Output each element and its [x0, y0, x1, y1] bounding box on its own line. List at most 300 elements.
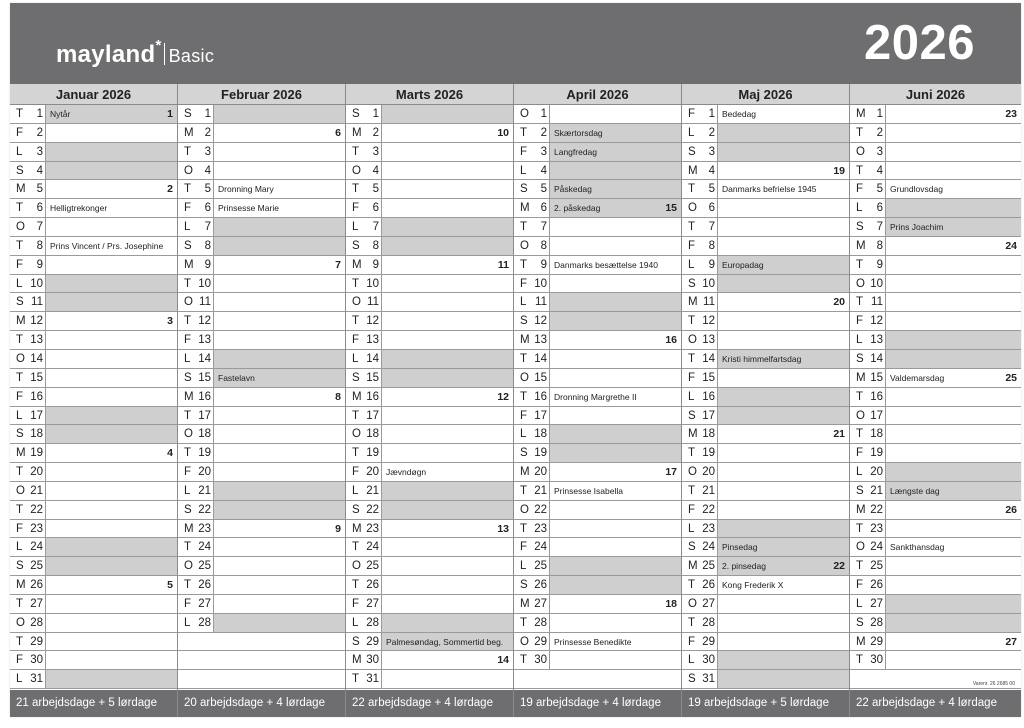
- day-cell[interactable]: [718, 520, 849, 538]
- weekday-letter: T: [688, 484, 696, 497]
- day-cell[interactable]: [886, 595, 1021, 613]
- day-cell[interactable]: [718, 162, 849, 180]
- weekday-letter: T: [16, 202, 24, 215]
- day-cell[interactable]: [718, 293, 849, 311]
- day-cell[interactable]: [718, 218, 849, 236]
- day-number: 21: [30, 484, 43, 497]
- day-cell[interactable]: [550, 463, 681, 481]
- weekday-letter: T: [184, 541, 192, 554]
- day-cell[interactable]: [214, 105, 345, 123]
- day-cell[interactable]: [550, 614, 681, 632]
- day-cell[interactable]: [214, 256, 345, 274]
- row-divider: [549, 595, 550, 613]
- day-cell[interactable]: [214, 501, 345, 519]
- day-cell[interactable]: [214, 425, 345, 443]
- day-cell[interactable]: [550, 275, 681, 293]
- day-cell[interactable]: [46, 538, 177, 556]
- day-cell[interactable]: [214, 538, 345, 556]
- weekday-letter: O: [856, 145, 865, 158]
- day-row: [514, 350, 681, 369]
- day-cell[interactable]: [886, 407, 1021, 425]
- day-cell[interactable]: [886, 293, 1021, 311]
- week-number: 13: [497, 522, 509, 535]
- day-row: [514, 501, 681, 520]
- day-cell[interactable]: [886, 501, 1021, 519]
- day-cell[interactable]: [214, 237, 345, 255]
- day-number: 9: [876, 258, 883, 271]
- day-cell[interactable]: [46, 633, 177, 651]
- day-cell[interactable]: [886, 444, 1021, 462]
- day-cell[interactable]: [46, 501, 177, 519]
- day-number: 24: [30, 541, 43, 554]
- day-row: [178, 124, 345, 143]
- day-cell[interactable]: [46, 162, 177, 180]
- row-divider: [381, 463, 382, 481]
- day-cell[interactable]: [550, 162, 681, 180]
- day-cell[interactable]: [382, 180, 513, 198]
- day-cell[interactable]: [46, 482, 177, 500]
- day-cell[interactable]: [46, 124, 177, 142]
- day-cell[interactable]: [382, 538, 513, 556]
- day-cell[interactable]: [550, 425, 681, 443]
- weekday-letter: T: [688, 315, 696, 328]
- day-cell[interactable]: [550, 538, 681, 556]
- day-row: [682, 199, 849, 218]
- day-cell[interactable]: [214, 162, 345, 180]
- holiday-note: Pinsedag: [722, 542, 758, 553]
- day-cell[interactable]: [214, 482, 345, 500]
- day-cell[interactable]: [46, 520, 177, 538]
- day-cell[interactable]: [886, 651, 1021, 669]
- day-number: 13: [870, 334, 883, 347]
- weekday-letter: L: [184, 616, 191, 629]
- day-cell[interactable]: [382, 256, 513, 274]
- day-row: [10, 425, 177, 444]
- day-cell[interactable]: [46, 463, 177, 481]
- day-cell[interactable]: [382, 369, 513, 387]
- day-row: [10, 369, 177, 388]
- weekday-letter: T: [16, 635, 24, 648]
- day-row: [850, 520, 1021, 539]
- day-cell[interactable]: [214, 388, 345, 406]
- day-row: [178, 651, 345, 670]
- day-row: [178, 576, 345, 595]
- day-number: 6: [708, 202, 715, 215]
- row-divider: [717, 463, 718, 481]
- day-cell[interactable]: [46, 614, 177, 632]
- day-cell[interactable]: [214, 463, 345, 481]
- day-cell[interactable]: [550, 218, 681, 236]
- day-row: [850, 369, 1021, 388]
- day-row: [178, 143, 345, 162]
- row-divider: [885, 520, 886, 538]
- weekday-letter: O: [352, 296, 361, 309]
- weekday-letter: S: [856, 616, 864, 629]
- row-divider: [549, 482, 550, 500]
- day-row: [10, 670, 177, 689]
- day-cell[interactable]: [886, 105, 1021, 123]
- holiday-note: Påskedag: [554, 184, 592, 195]
- day-cell[interactable]: [718, 670, 849, 688]
- row-divider: [549, 275, 550, 293]
- day-cell[interactable]: [382, 407, 513, 425]
- weekday-letter: O: [184, 428, 193, 441]
- weekday-letter: M: [352, 390, 362, 403]
- day-cell[interactable]: [886, 237, 1021, 255]
- day-row: [850, 482, 1021, 501]
- brand-name: mayland: [56, 41, 156, 68]
- row-divider: [885, 237, 886, 255]
- day-number: 16: [534, 390, 547, 403]
- day-cell[interactable]: [46, 651, 177, 669]
- day-cell[interactable]: [382, 482, 513, 500]
- calendar-sheet: [10, 3, 1021, 717]
- day-number: 2: [204, 126, 211, 139]
- day-row: [682, 180, 849, 199]
- weekday-letter: S: [16, 428, 24, 441]
- weekday-letter: F: [184, 597, 192, 610]
- day-cell[interactable]: [886, 312, 1021, 330]
- weekday-letter: T: [520, 126, 528, 139]
- day-cell[interactable]: [382, 293, 513, 311]
- weekday-letter: L: [520, 560, 527, 573]
- day-cell[interactable]: [46, 670, 177, 688]
- day-cell[interactable]: [382, 162, 513, 180]
- day-cell[interactable]: [718, 651, 849, 669]
- day-cell[interactable]: [382, 520, 513, 538]
- day-cell[interactable]: [46, 557, 177, 575]
- day-cell[interactable]: [718, 501, 849, 519]
- day-cell[interactable]: [550, 651, 681, 669]
- day-cell[interactable]: [382, 275, 513, 293]
- day-cell[interactable]: [550, 444, 681, 462]
- day-cell[interactable]: [718, 388, 849, 406]
- day-cell[interactable]: [46, 293, 177, 311]
- day-cell[interactable]: [214, 312, 345, 330]
- day-row: [178, 331, 345, 350]
- day-cell[interactable]: [382, 388, 513, 406]
- day-number: 27: [702, 597, 715, 610]
- day-row: [346, 369, 513, 388]
- weekday-letter: T: [856, 560, 864, 573]
- day-row: [514, 180, 681, 199]
- row-divider: [885, 576, 886, 594]
- day-number: 26: [870, 579, 883, 592]
- day-row: [682, 670, 849, 689]
- day-cell[interactable]: [718, 312, 849, 330]
- day-cell[interactable]: [550, 501, 681, 519]
- day-cell[interactable]: [214, 331, 345, 349]
- day-row: [178, 162, 345, 181]
- day-cell[interactable]: [718, 237, 849, 255]
- weekday-letter: L: [352, 616, 359, 629]
- row-divider: [549, 180, 550, 198]
- day-cell[interactable]: [886, 124, 1021, 142]
- holiday-note: Helligtrekonger: [50, 203, 108, 214]
- day-cell[interactable]: [382, 425, 513, 443]
- day-cell[interactable]: [382, 218, 513, 236]
- weekday-letter: L: [520, 296, 527, 309]
- day-number: 31: [30, 673, 43, 686]
- day-cell[interactable]: [886, 143, 1021, 161]
- day-number: 25: [198, 560, 211, 573]
- day-cell[interactable]: [382, 444, 513, 462]
- day-cell[interactable]: [214, 275, 345, 293]
- day-number: 7: [372, 221, 379, 234]
- day-cell[interactable]: [886, 614, 1021, 632]
- day-cell[interactable]: [886, 256, 1021, 274]
- day-cell[interactable]: [214, 124, 345, 142]
- day-row: [850, 312, 1021, 331]
- day-row: [682, 482, 849, 501]
- day-row: [346, 520, 513, 539]
- day-cell[interactable]: [718, 425, 849, 443]
- day-cell[interactable]: [46, 350, 177, 368]
- day-cell[interactable]: [382, 614, 513, 632]
- day-number: 22: [702, 503, 715, 516]
- weekday-letter: S: [688, 541, 696, 554]
- day-cell[interactable]: [214, 407, 345, 425]
- weekday-letter: M: [16, 447, 26, 460]
- day-row: [178, 463, 345, 482]
- day-cell[interactable]: [550, 350, 681, 368]
- weekday-letter: F: [352, 597, 360, 610]
- day-cell[interactable]: [718, 275, 849, 293]
- day-cell[interactable]: [46, 312, 177, 330]
- week-number: 5: [167, 579, 173, 592]
- day-cell[interactable]: [382, 331, 513, 349]
- day-row: [346, 180, 513, 199]
- day-number: 7: [708, 221, 715, 234]
- day-cell[interactable]: [46, 425, 177, 443]
- row-divider: [45, 293, 46, 311]
- row-divider: [213, 199, 214, 217]
- brand-star: *: [155, 37, 162, 54]
- day-number: 14: [198, 352, 211, 365]
- weekday-letter: L: [352, 352, 359, 365]
- day-number: 16: [870, 390, 883, 403]
- day-cell[interactable]: [550, 369, 681, 387]
- weekday-letter: M: [520, 466, 530, 479]
- day-cell[interactable]: [550, 331, 681, 349]
- day-cell[interactable]: [718, 124, 849, 142]
- day-cell[interactable]: [46, 218, 177, 236]
- day-cell[interactable]: [382, 501, 513, 519]
- day-row: [10, 199, 177, 218]
- day-cell[interactable]: [382, 143, 513, 161]
- day-cell[interactable]: [718, 331, 849, 349]
- month-footer: 20 arbejdsdage + 4 lørdage: [178, 690, 345, 717]
- day-cell[interactable]: [214, 444, 345, 462]
- day-cell[interactable]: [214, 614, 345, 632]
- day-cell[interactable]: [718, 482, 849, 500]
- day-cell[interactable]: [46, 331, 177, 349]
- day-number: 10: [534, 277, 547, 290]
- day-cell[interactable]: [886, 576, 1021, 594]
- weekday-letter: S: [520, 447, 528, 460]
- day-number: 22: [198, 503, 211, 516]
- day-row: [178, 633, 345, 652]
- weekday-letter: O: [184, 560, 193, 573]
- day-cell[interactable]: [214, 520, 345, 538]
- day-cell[interactable]: [382, 350, 513, 368]
- day-number: 1: [204, 108, 211, 120]
- weekday-letter: T: [520, 654, 528, 667]
- day-number: 3: [540, 145, 547, 158]
- day-cell[interactable]: [718, 199, 849, 217]
- day-row: [850, 162, 1021, 181]
- day-cell[interactable]: [550, 312, 681, 330]
- row-divider: [45, 633, 46, 651]
- day-cell[interactable]: [886, 633, 1021, 651]
- row-divider: [381, 388, 382, 406]
- day-cell[interactable]: [214, 218, 345, 236]
- weekday-letter: T: [352, 447, 360, 460]
- weekday-letter: M: [520, 202, 530, 215]
- day-cell[interactable]: [886, 275, 1021, 293]
- day-number: 22: [30, 503, 43, 516]
- day-cell[interactable]: [382, 557, 513, 575]
- day-number: 20: [198, 466, 211, 479]
- row-divider: [45, 350, 46, 368]
- day-cell[interactable]: [550, 557, 681, 575]
- row-divider: [717, 143, 718, 161]
- day-number: 18: [870, 428, 883, 441]
- row-divider: [213, 388, 214, 406]
- day-cell[interactable]: [382, 651, 513, 669]
- day-cell[interactable]: [886, 463, 1021, 481]
- day-cell[interactable]: [550, 576, 681, 594]
- day-cell[interactable]: [46, 576, 177, 594]
- day-cell[interactable]: [214, 143, 345, 161]
- day-number: 13: [198, 334, 211, 347]
- day-number: 15: [198, 371, 211, 384]
- day-cell[interactable]: [382, 105, 513, 123]
- day-cell[interactable]: [46, 180, 177, 198]
- day-row: [178, 199, 345, 218]
- holiday-note: Prinsesse Isabella: [554, 485, 623, 496]
- day-cell[interactable]: [718, 369, 849, 387]
- day-cell[interactable]: [46, 143, 177, 161]
- weekday-letter: T: [16, 466, 24, 479]
- day-cell[interactable]: [886, 350, 1021, 368]
- weekday-letter: F: [856, 579, 864, 592]
- holiday-note: Bededag: [722, 109, 757, 119]
- day-cell[interactable]: [382, 124, 513, 142]
- weekday-letter: S: [184, 239, 192, 252]
- day-cell[interactable]: [46, 407, 177, 425]
- row-divider: [213, 557, 214, 575]
- row-divider: [549, 369, 550, 387]
- row-divider: [717, 501, 718, 519]
- day-cell[interactable]: [718, 633, 849, 651]
- row-divider: [885, 350, 886, 368]
- day-row: [178, 388, 345, 407]
- day-cell[interactable]: [718, 444, 849, 462]
- day-cell[interactable]: [214, 557, 345, 575]
- day-cell[interactable]: [382, 670, 513, 688]
- day-number: 3: [372, 145, 379, 158]
- day-cell[interactable]: [214, 350, 345, 368]
- day-number: 15: [534, 371, 547, 384]
- day-cell[interactable]: [886, 520, 1021, 538]
- day-cell[interactable]: [46, 388, 177, 406]
- day-cell[interactable]: [382, 199, 513, 217]
- day-cell[interactable]: [886, 331, 1021, 349]
- day-cell[interactable]: [46, 275, 177, 293]
- week-number: 19: [833, 164, 845, 177]
- day-cell[interactable]: [214, 293, 345, 311]
- weekday-letter: T: [688, 447, 696, 460]
- day-cell[interactable]: [886, 557, 1021, 575]
- row-divider: [213, 256, 214, 274]
- weekday-letter: M: [688, 560, 698, 573]
- day-cell[interactable]: [886, 425, 1021, 443]
- row-divider: [381, 199, 382, 217]
- week-number: 23: [1005, 108, 1017, 120]
- day-row: [178, 407, 345, 426]
- day-cell[interactable]: [214, 576, 345, 594]
- day-cell[interactable]: [46, 369, 177, 387]
- day-cell[interactable]: [550, 293, 681, 311]
- day-cell[interactable]: [718, 407, 849, 425]
- day-cell[interactable]: [718, 614, 849, 632]
- day-cell[interactable]: [550, 520, 681, 538]
- day-cell[interactable]: [550, 105, 681, 123]
- day-cell[interactable]: [382, 595, 513, 613]
- day-row: [682, 331, 849, 350]
- day-cell[interactable]: [46, 444, 177, 462]
- day-cell[interactable]: [550, 595, 681, 613]
- month-footer: 19 arbejdsdage + 5 lørdage: [682, 690, 849, 717]
- row-divider: [885, 444, 886, 462]
- day-number: 2: [36, 126, 43, 139]
- day-cell[interactable]: [214, 595, 345, 613]
- day-row: [346, 425, 513, 444]
- row-divider: [381, 501, 382, 519]
- day-cell[interactable]: [382, 576, 513, 594]
- day-cell[interactable]: [46, 256, 177, 274]
- day-row: [10, 218, 177, 237]
- day-number: 24: [366, 541, 379, 554]
- day-row: [682, 124, 849, 143]
- day-cell[interactable]: [550, 237, 681, 255]
- row-divider: [717, 407, 718, 425]
- row-divider: [381, 180, 382, 198]
- row-divider: [717, 482, 718, 500]
- day-cell[interactable]: [718, 595, 849, 613]
- holiday-note: Jævndøgn: [386, 467, 427, 478]
- day-cell[interactable]: [886, 199, 1021, 217]
- day-row: [10, 124, 177, 143]
- day-cell[interactable]: [382, 237, 513, 255]
- day-cell[interactable]: [886, 162, 1021, 180]
- day-cell[interactable]: [718, 143, 849, 161]
- weekday-letter: O: [688, 334, 697, 347]
- row-divider: [381, 444, 382, 462]
- day-row: [850, 199, 1021, 218]
- day-cell[interactable]: [886, 388, 1021, 406]
- day-cell[interactable]: [550, 407, 681, 425]
- day-number: 30: [366, 654, 379, 667]
- day-number: 1: [708, 108, 715, 120]
- day-cell[interactable]: [718, 463, 849, 481]
- row-divider: [213, 614, 214, 632]
- day-cell[interactable]: [46, 595, 177, 613]
- day-cell[interactable]: [382, 312, 513, 330]
- row-divider: [45, 124, 46, 142]
- day-number: 8: [36, 239, 43, 252]
